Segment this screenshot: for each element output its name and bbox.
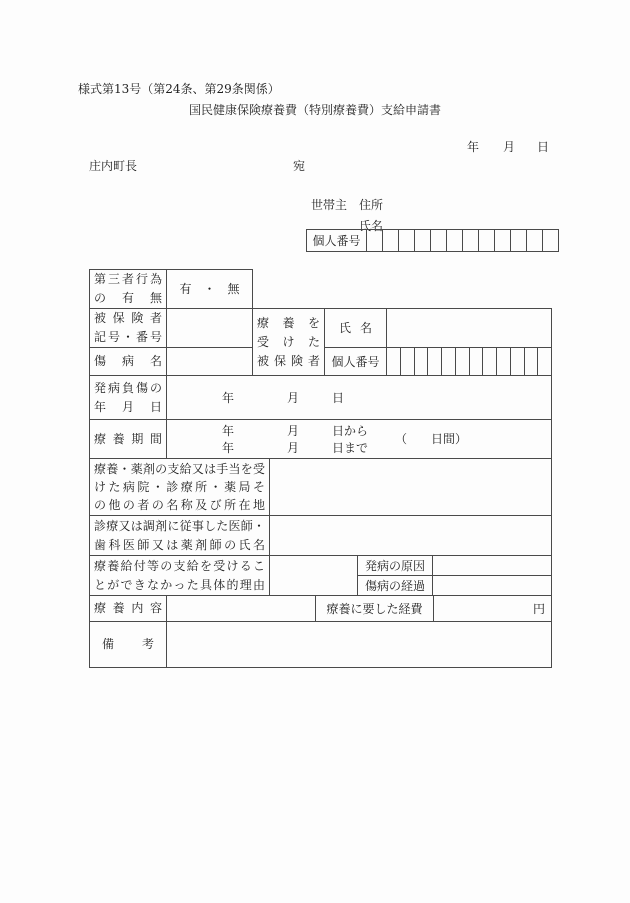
recipient-name-field[interactable] bbox=[387, 308, 552, 348]
recipient-personal-number-label: 個人番号 bbox=[325, 348, 387, 376]
period-to-day-label: 日まで bbox=[332, 441, 369, 455]
personal-number-cell[interactable] bbox=[525, 348, 539, 375]
remarks-field[interactable] bbox=[167, 622, 552, 668]
householder-personal-number-label: 個人番号 bbox=[307, 230, 367, 251]
date-month-label: 月 bbox=[503, 140, 516, 154]
disease-course-field[interactable] bbox=[433, 576, 552, 596]
personal-number-cell[interactable] bbox=[428, 348, 442, 375]
personal-number-cell[interactable] bbox=[463, 230, 479, 251]
period-to-year-label: 年 bbox=[222, 441, 235, 455]
personal-number-cell[interactable] bbox=[527, 230, 543, 251]
householder-name-label: 氏名 bbox=[359, 219, 384, 233]
onset-date-label: 発病負傷の 年 月 日 bbox=[89, 376, 167, 420]
care-recipient-label: 療養を 受けた 被保険者 bbox=[253, 308, 325, 376]
facility-field[interactable] bbox=[270, 459, 552, 516]
recipient-name-label: 氏名 bbox=[325, 308, 387, 348]
onset-cause-field[interactable] bbox=[433, 556, 552, 576]
care-content-label: 療養内容 bbox=[89, 596, 167, 622]
personal-number-cell[interactable] bbox=[399, 230, 415, 251]
recipient-personal-number-boxes bbox=[387, 348, 552, 376]
onset-date-field[interactable] bbox=[167, 376, 552, 420]
personal-number-cell[interactable] bbox=[442, 348, 456, 375]
reason-label: 療養給付等の支給を受けるこ とができなかった具体的理由 bbox=[89, 556, 270, 596]
addressee-suffix: 宛 bbox=[293, 159, 306, 173]
reason-field[interactable] bbox=[270, 556, 358, 596]
period-from-day-label: 日から bbox=[332, 424, 369, 438]
personal-number-cell[interactable] bbox=[483, 348, 497, 375]
remarks-label: 備考 bbox=[89, 622, 167, 668]
onset-day-label: 日 bbox=[332, 390, 345, 405]
period-from-year-label: 年 bbox=[222, 424, 235, 438]
personal-number-cell[interactable] bbox=[431, 230, 447, 251]
addressee: 庄内町長 bbox=[89, 159, 138, 173]
personal-number-cell[interactable] bbox=[447, 230, 463, 251]
personal-number-cell[interactable] bbox=[497, 348, 511, 375]
personal-number-cell[interactable] bbox=[511, 230, 527, 251]
personal-number-cell[interactable] bbox=[495, 230, 511, 251]
personal-number-cell[interactable] bbox=[415, 230, 431, 251]
personal-number-cell[interactable] bbox=[383, 230, 399, 251]
personal-number-cell[interactable] bbox=[543, 230, 558, 251]
insured-number-label: 被保険者 記号・番号 bbox=[89, 308, 167, 348]
onset-cause-label: 発病の原因 bbox=[358, 556, 433, 576]
date-year-label: 年 bbox=[467, 140, 480, 154]
personal-number-cell[interactable] bbox=[367, 230, 383, 251]
onset-month-label: 月 bbox=[287, 390, 300, 405]
care-content-field[interactable] bbox=[167, 596, 316, 622]
main-table bbox=[89, 269, 552, 668]
doctor-label: 診療又は調剤に従事した医師・ 歯科医師又は薬剤師の氏名 bbox=[89, 516, 270, 556]
onset-year-label: 年 bbox=[222, 390, 235, 405]
third-party-value[interactable]: 有 ・ 無 bbox=[167, 269, 253, 309]
page-title: 国民健康保険療養費（特別療養費）支給申請書 bbox=[188, 103, 441, 117]
facility-label: 療養・薬剤の支給又は手当を受 けた病院・診療所・薬局そ の他の者の名称及び所在地 bbox=[89, 459, 270, 516]
personal-number-cell[interactable] bbox=[479, 230, 495, 251]
personal-number-cell[interactable] bbox=[511, 348, 525, 375]
doctor-field[interactable] bbox=[270, 516, 552, 556]
personal-number-cell[interactable] bbox=[456, 348, 470, 375]
householder-personal-number-box bbox=[306, 229, 559, 252]
disease-name-label: 傷病名 bbox=[89, 348, 167, 376]
date-day-label: 日 bbox=[537, 140, 550, 154]
personal-number-cell[interactable] bbox=[387, 348, 401, 375]
period-from-month-label: 月 bbox=[287, 424, 300, 438]
disease-name-field[interactable] bbox=[167, 348, 253, 376]
householder-address-label: 世帯主 住所 bbox=[311, 198, 384, 212]
personal-number-cell[interactable] bbox=[470, 348, 484, 375]
care-period-field[interactable] bbox=[167, 420, 552, 459]
period-to-month-label: 月 bbox=[287, 441, 300, 455]
third-party-label: 第三者行為 の 有 無 bbox=[89, 269, 167, 309]
period-days-paren: （ 日間） bbox=[395, 432, 468, 446]
form-number: 様式第13号（第24条、第29条関係） bbox=[78, 82, 280, 96]
expense-label: 療養に要した経費 bbox=[316, 596, 434, 622]
personal-number-cell[interactable] bbox=[538, 348, 552, 375]
care-period-label: 療養期間 bbox=[89, 420, 167, 459]
insured-number-field[interactable] bbox=[167, 308, 253, 348]
disease-course-label: 傷病の経過 bbox=[358, 576, 433, 596]
personal-number-cell[interactable] bbox=[415, 348, 429, 375]
yen-label: 円 bbox=[532, 601, 545, 616]
personal-number-cell[interactable] bbox=[401, 348, 415, 375]
expense-field[interactable] bbox=[434, 596, 552, 622]
